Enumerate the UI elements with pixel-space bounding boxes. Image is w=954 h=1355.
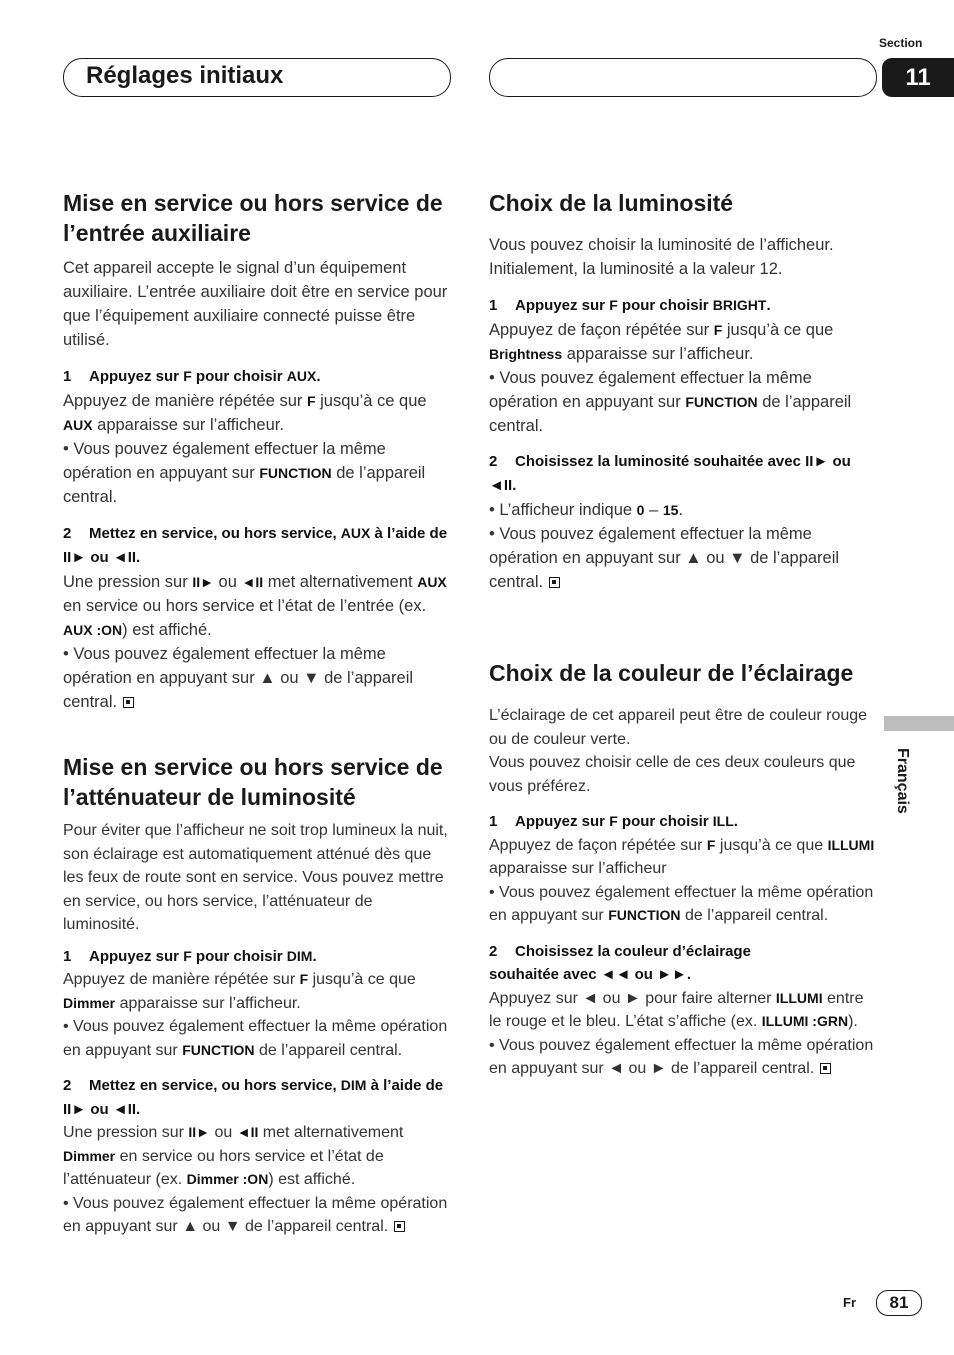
step-text: Mettez en service, ou hors service, — [89, 1077, 341, 1094]
dimmer-step-2 — [63, 1074, 453, 1121]
text: Une pression sur — [63, 573, 193, 591]
step-text: Appuyez sur — [515, 813, 610, 830]
dimmer-bullet-2 — [63, 1192, 453, 1239]
dimmer-para-1 — [63, 968, 453, 1015]
end-mark-icon — [549, 577, 560, 588]
step-text: Choisissez la luminosité souhaitée avec — [515, 453, 806, 470]
display-key: Dimmer — [63, 994, 116, 1011]
text: en service ou hors service et l’état de l’atténuateur (ex. — [63, 1147, 384, 1188]
section-number-badge: 11 — [882, 58, 954, 97]
f-key: F — [299, 971, 309, 987]
play-pause-right-icon: II► — [805, 453, 829, 470]
brightness-bullet-1 — [489, 366, 879, 438]
language-tab — [884, 716, 954, 731]
text: – — [644, 501, 663, 519]
text: ou — [213, 573, 242, 591]
text: met alternativement — [263, 573, 418, 591]
function-key: FUNCTION — [259, 465, 332, 481]
dimmer-para-2 — [63, 1121, 453, 1192]
text: de l’appareil central. — [63, 464, 426, 506]
display-key: AUX — [340, 525, 371, 541]
text: • Vous pouvez également effectuer la même opération en appuyant sur ▲ ou ▼ de l’appareil central. — [63, 645, 414, 711]
text: • Vous pouvez également effectuer la même opération en appuyant sur — [489, 369, 812, 411]
brightness-intro: Vous pouvez choisir la luminosité de l’afficheur. Initialement, la luminosité a la valeur 12. — [489, 236, 834, 278]
text: . — [678, 501, 683, 519]
step-text: . — [512, 477, 517, 494]
aux-bullet-2 — [63, 642, 453, 714]
step-text: . — [136, 549, 141, 566]
text: Appuyez de façon répétée sur — [489, 321, 714, 339]
step-text: pour choisir — [617, 813, 713, 830]
text: de l’appareil central. — [254, 1041, 403, 1059]
aux-bullet-1 — [63, 437, 453, 509]
step-text: Appuyez sur — [89, 947, 184, 965]
f-key: F — [713, 322, 723, 338]
text: apparaisse sur l’afficheur — [489, 860, 667, 877]
step-text: . — [312, 947, 317, 965]
step-text: pour choisir — [617, 297, 713, 314]
end-mark-icon — [123, 697, 134, 708]
text: apparaisse sur l’afficheur. — [92, 416, 284, 434]
display-key: AUX :ON — [63, 622, 123, 638]
step-text: . — [316, 368, 321, 385]
step-number: 1 — [63, 947, 72, 965]
text: • Vous pouvez également effectuer la même opération en appuyant sur — [63, 1018, 448, 1059]
step-text: pour choisir — [191, 947, 287, 965]
function-key: FUNCTION — [608, 907, 681, 923]
brightness-step-2 — [489, 450, 879, 498]
step-number: 2 — [489, 942, 498, 960]
step-text: ou — [86, 549, 113, 566]
play-pause-right-icon: II► — [63, 1100, 87, 1118]
section-label: Section — [879, 36, 923, 50]
display-key: Dimmer :ON — [186, 1171, 269, 1187]
text: jusqu’à ce que — [315, 392, 427, 410]
section-brightness-body — [489, 233, 879, 594]
step-number: 2 — [489, 453, 498, 470]
end-mark-icon — [820, 1063, 831, 1074]
illumination-intro-1: L’éclairage de cet appareil peut être de couleur rouge ou de couleur verte. — [489, 707, 868, 748]
text: ) est affiché. — [268, 1171, 356, 1188]
text: Appuyez sur ◄ ou ► pour faire alterner — [489, 989, 776, 1007]
f-key: F — [183, 368, 192, 384]
step-text: Appuyez sur — [89, 368, 184, 385]
f-key: F — [609, 813, 618, 829]
aux-step-1 — [63, 364, 453, 389]
header-title-box — [63, 58, 451, 97]
section-illumination-body — [489, 704, 879, 1081]
text: Appuyez de façon répétée sur — [489, 836, 707, 854]
rewind-icon: ◄◄ — [600, 966, 631, 983]
step-text: Appuyez sur — [515, 297, 610, 314]
brightness-para-1 — [489, 318, 879, 366]
display-key: DIM — [340, 1077, 367, 1093]
text: met alternativement — [258, 1124, 404, 1141]
play-pause-left-icon: ◄II — [489, 477, 513, 494]
text: • Vous pouvez également effectuer la même opération en appuyant sur ◄ ou ► de l’appareil central. — [489, 1036, 874, 1077]
aux-intro: Cet appareil accepte le signal d’un équipement auxiliaire. L’entrée auxiliaire doit être en service pour que l’équipement auxiliaire connecté puisse être utilisé. — [63, 259, 448, 349]
step-text: pour choisir — [191, 368, 287, 385]
play-pause-left-icon: ◄II — [112, 549, 137, 566]
step-number: 2 — [63, 525, 72, 542]
dimmer-intro: Pour éviter que l’afficheur ne soit trop lumineux la nuit, son éclairage est automatiquement atténué dès que les feux de route sont en service. Vous pouvez mettre en service, ou hors service, l’atténuateur de luminosité. — [63, 822, 448, 933]
language-label: Français — [894, 748, 911, 814]
illumination-step-2 — [489, 940, 809, 987]
text: jusqu’à ce que — [715, 836, 828, 854]
step-text: à l’aide de — [366, 1077, 444, 1094]
text: Appuyez de manière répétée sur — [63, 392, 307, 410]
step-text: ou — [86, 1100, 113, 1118]
text: • Vous pouvez également effectuer la même opération en appuyant sur — [489, 883, 874, 924]
play-pause-right-icon: II► — [188, 1124, 211, 1140]
display-key: DIM — [286, 947, 313, 964]
display-key: AUX — [417, 574, 447, 590]
f-key: F — [183, 947, 192, 964]
display-key: Brightness — [489, 346, 563, 362]
text: jusqu’à ce que — [722, 321, 834, 339]
play-pause-left-icon: ◄II — [241, 574, 264, 590]
text: ou — [210, 1124, 237, 1141]
step-text: . — [686, 966, 691, 983]
aux-step-2 — [63, 521, 453, 570]
function-key: FUNCTION — [182, 1041, 255, 1058]
f-key: F — [706, 836, 716, 853]
step-text: . — [766, 297, 771, 314]
page-number: 81 — [876, 1290, 922, 1316]
brightness-bullet-3 — [489, 522, 879, 594]
step-text: . — [136, 1100, 141, 1118]
heading-illumination: Choix de la couleur de l’éclairage — [489, 660, 854, 686]
dimmer-bullet-1 — [63, 1015, 453, 1062]
heading-dimmer: Mise en service ou hors service de l’atténuateur de luminosité — [63, 754, 443, 810]
text: apparaisse sur l’afficheur. — [115, 994, 301, 1012]
brightness-bullet-2 — [489, 498, 879, 522]
f-key: F — [306, 393, 316, 409]
step-text: . — [733, 813, 738, 830]
step-number: 1 — [63, 368, 72, 385]
step-text: ou — [828, 453, 851, 470]
illumination-bullet-2 — [489, 1034, 879, 1081]
text: apparaisse sur l’afficheur. — [562, 345, 754, 363]
illumination-bullet-1 — [489, 881, 879, 928]
footer-lang-code: Fr — [843, 1295, 856, 1310]
display-key: ILLUMI — [827, 836, 875, 853]
text: en service ou hors service et l’état de l’entrée (ex. — [63, 597, 427, 615]
page-title: Réglages initiaux — [86, 62, 284, 89]
display-key: BRIGHT — [712, 297, 767, 313]
play-pause-right-icon: II► — [192, 574, 214, 590]
step-number: 2 — [63, 1077, 72, 1094]
header-empty-box — [489, 58, 877, 97]
text: jusqu’à ce que — [308, 971, 416, 988]
brightness-step-1 — [489, 293, 879, 318]
display-key: Dimmer — [63, 1147, 116, 1164]
step-text: Choisissez la couleur d’éclairage souhaitée avec — [489, 942, 751, 983]
text: • Vous pouvez également effectuer la même opération en appuyant sur — [63, 440, 386, 482]
step-number: 1 — [489, 297, 498, 314]
text: Une pression sur — [63, 1124, 189, 1141]
display-key: 0 — [636, 502, 645, 518]
illumination-para-2 — [489, 987, 879, 1034]
step-number: 1 — [489, 813, 498, 830]
illumination-step-1 — [489, 810, 879, 834]
play-pause-right-icon: II► — [63, 549, 87, 566]
aux-para-1 — [63, 389, 453, 437]
end-mark-icon — [394, 1221, 405, 1232]
f-key: F — [609, 297, 618, 313]
text: Appuyez de manière répétée sur — [63, 971, 300, 988]
aux-para-2 — [63, 570, 453, 642]
text: entre le rouge et le bleu. L’état s’affiche (ex. — [489, 989, 864, 1030]
display-key: 15 — [662, 502, 679, 518]
text: • Vous pouvez également effectuer la même opération en appuyant sur ▲ ou ▼ de l’appareil central. — [63, 1194, 448, 1235]
fast-forward-icon: ►► — [657, 966, 687, 983]
heading-aux: Mise en service ou hors service de l’entrée auxiliaire — [63, 190, 443, 246]
text: • Vous pouvez également effectuer la même opération en appuyant sur ▲ ou ▼ de l’appareil central. — [489, 525, 840, 591]
display-key: AUX — [286, 368, 317, 384]
heading-brightness: Choix de la luminosité — [489, 190, 734, 216]
display-key: ILL — [712, 813, 734, 829]
step-text: Mettez en service, ou hors service, — [89, 525, 341, 542]
dimmer-step-1 — [63, 945, 453, 969]
text: de l’appareil central. — [680, 907, 829, 924]
display-key: ILLUMI :GRN — [761, 1013, 849, 1029]
function-key: FUNCTION — [685, 394, 758, 410]
text: ). — [848, 1013, 858, 1030]
display-key: AUX — [63, 417, 93, 433]
step-text: à l’aide de — [370, 525, 448, 542]
text: • L’afficheur indique — [489, 501, 637, 519]
display-key: ILLUMI — [775, 989, 823, 1006]
illumination-para-1 — [489, 834, 879, 881]
play-pause-left-icon: ◄II — [112, 1100, 137, 1118]
illumination-intro-2: Vous pouvez choisir celle de ces deux couleurs que vous préférez. — [489, 754, 856, 795]
section-dimmer-body — [63, 819, 453, 1239]
play-pause-left-icon: ◄II — [236, 1124, 259, 1140]
step-text: ou — [630, 966, 658, 983]
text: ) est affiché. — [122, 621, 212, 639]
section-aux-body — [63, 256, 453, 714]
text: de l’appareil central. — [489, 393, 852, 435]
